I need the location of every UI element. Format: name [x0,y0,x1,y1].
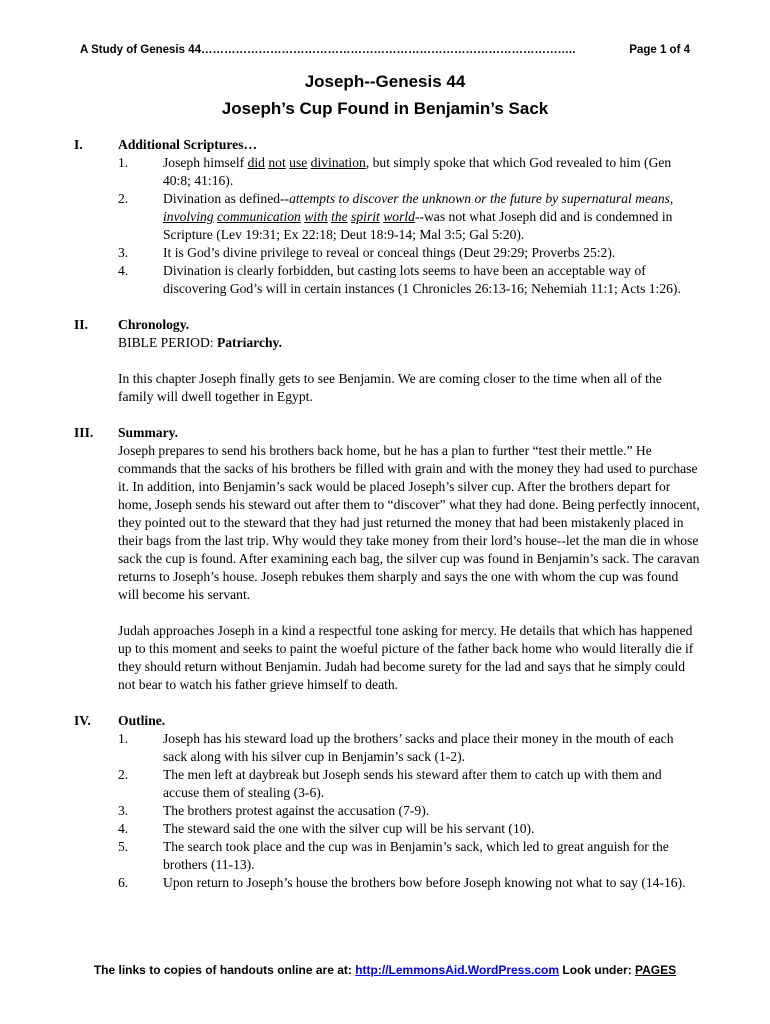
section-title: Additional Scriptures… [118,137,258,152]
header-dot-leader: …………………………………………………………………………………….. [201,44,576,56]
document-title [0,68,770,122]
bible-period [118,334,700,352]
item-text: The search took place and the cup was in Benjamin’s sack, which led to great anguish for the brothers (11-13). [163,839,669,872]
underlined-word: did [247,155,265,170]
list-item [118,190,700,244]
bible-period-value: Patriarchy. [216,335,282,350]
item-number: 1. [118,731,129,746]
item-text: , but simply spoke that which God revealed to him (Gen 40:8; 41:16). [163,155,672,188]
underlined-word: world [383,209,415,224]
section-numeral: I. [74,137,83,152]
item-number: 4. [118,821,129,836]
item-number: 6. [118,875,129,890]
item-number: 2. [118,767,129,782]
outline-list [118,730,700,892]
item-text: Divination is clearly forbidden, but casting lots seems to have been an acceptable way of discovering God’s will in certain instances (1 Chronicles 26:13-16; Nehemiah 11:1; Acts 1:26). [163,263,681,296]
pages-link[interactable]: PAGES [635,963,677,977]
item-text: It is God’s divine privilege to reveal or conceal things (Deut 29:29; Proverbs 25:2). [163,245,616,260]
list-item [118,820,700,838]
item-text: The men left at daybreak but Joseph sends his steward after them to catch up with them and accuse them of stealing (3-6). [163,767,662,800]
header-page-number: Page 1 of 4 [629,44,690,56]
underlined-word: divination [310,155,366,170]
underlined-word: spirit [351,209,380,224]
section-summary [74,424,700,694]
summary-paragraph-2: Judah approaches Joseph in a kind a respectful tone asking for mercy. He details that which has happened up to this moment and seeks to paint the woeful picture of the father back home who would literally die if they should return without Benjamin. Judah had become surety for the lad and says that he simply could not bear to watch his father grieve himself to death. [118,623,694,692]
list-item [118,154,700,190]
list-item [118,766,700,802]
header-study-title: A Study of Genesis 44 [80,44,201,56]
underlined-word: use [289,155,308,170]
list-item [118,802,700,820]
item-number: 2. [118,191,129,206]
item-text: Divination as defined-- [163,191,290,206]
underlined-word: with [304,209,328,224]
item-text: The steward said the one with the silver cup will be his servant (10). [163,821,535,836]
title-line-1: Joseph--Genesis 44 [304,72,466,91]
list-item [118,838,700,874]
item-text: Joseph has his steward load up the brothers’ sacks and place their money in the mouth of each sack along with his silver cup in Benjamin’s sack (1-2). [163,731,674,764]
section-numeral: IV. [74,713,91,728]
item-number: 1. [118,155,129,170]
footer-prefix: The links to copies of handouts online are at: [93,963,356,977]
item-text: Upon return to Joseph’s house the brothers bow before Joseph knowing not what to say (14-16). [163,875,686,890]
summary-paragraph-1: Joseph prepares to send his brothers back home, but he has a plan to further “test their mettle.” He commands that the sacks of his brothers be filled with grain and with the money they had used to purchase it. In addition, into Benjamin’s sack would be placed Joseph’s silver cup. After the brothers depart for home, Joseph sends his steward out after them to “discover” what they had done. Being perfectly innocent, they pointed out to the steward that they had just returned the money that had been mistakenly placed in their bags from the last trip. Why would they take money from their lord’s house--let the man die in whose sack the cup is found. After examining each bag, the silver cup was found in Benjamin’s sack. The caravan returns to Joseph’s house. Joseph rebukes them sharply and says the one with whom the cup was found will become his servant. [118,443,700,602]
bible-period-label: BIBLE PERIOD: [118,335,217,350]
list-item [118,874,700,892]
list-item [118,730,700,766]
item-number: 3. [118,245,129,260]
italic-definition: attempts to discover the unknown or the future by supernatural means, [289,191,674,206]
section-additional-scriptures [74,136,700,298]
item-text: The brothers protest against the accusation (7-9). [163,803,430,818]
section-title: Chronology. [118,317,190,332]
list-item [118,262,700,298]
section-title: Outline. [118,713,166,728]
running-header [80,44,690,56]
item-number: 3. [118,803,129,818]
title-line-2: Joseph’s Cup Found in Benjamin’s Sack [221,99,549,118]
underlined-word: not [268,155,286,170]
section-chronology [74,316,700,406]
underlined-word: communication [217,209,301,224]
chronology-paragraph: In this chapter Joseph finally gets to see Benjamin. We are coming closer to the time when all of the family will dwell together in Egypt. [118,371,662,404]
page-footer [0,963,770,977]
section-numeral: III. [74,425,94,440]
item-number: 4. [118,263,129,278]
item-number: 5. [118,839,129,854]
underlined-word: the [331,209,348,224]
item-text: --was not what Joseph did and is condemned in Scripture (Lev 19:31; Ex 22:18; Deut 18:9-14; Mal 3:5; Gal 5:20). [163,209,673,242]
section-title: Summary. [118,425,179,440]
section-numeral: II. [74,317,88,332]
item-text: Joseph himself [163,155,248,170]
scripture-list [118,154,700,298]
document-body [0,136,770,910]
handouts-link[interactable]: http://LemmonsAid.WordPress.com [355,963,560,977]
section-outline [74,712,700,892]
list-item [118,244,700,262]
underlined-word: involving [163,209,214,224]
footer-middle: Look under: [559,963,636,977]
